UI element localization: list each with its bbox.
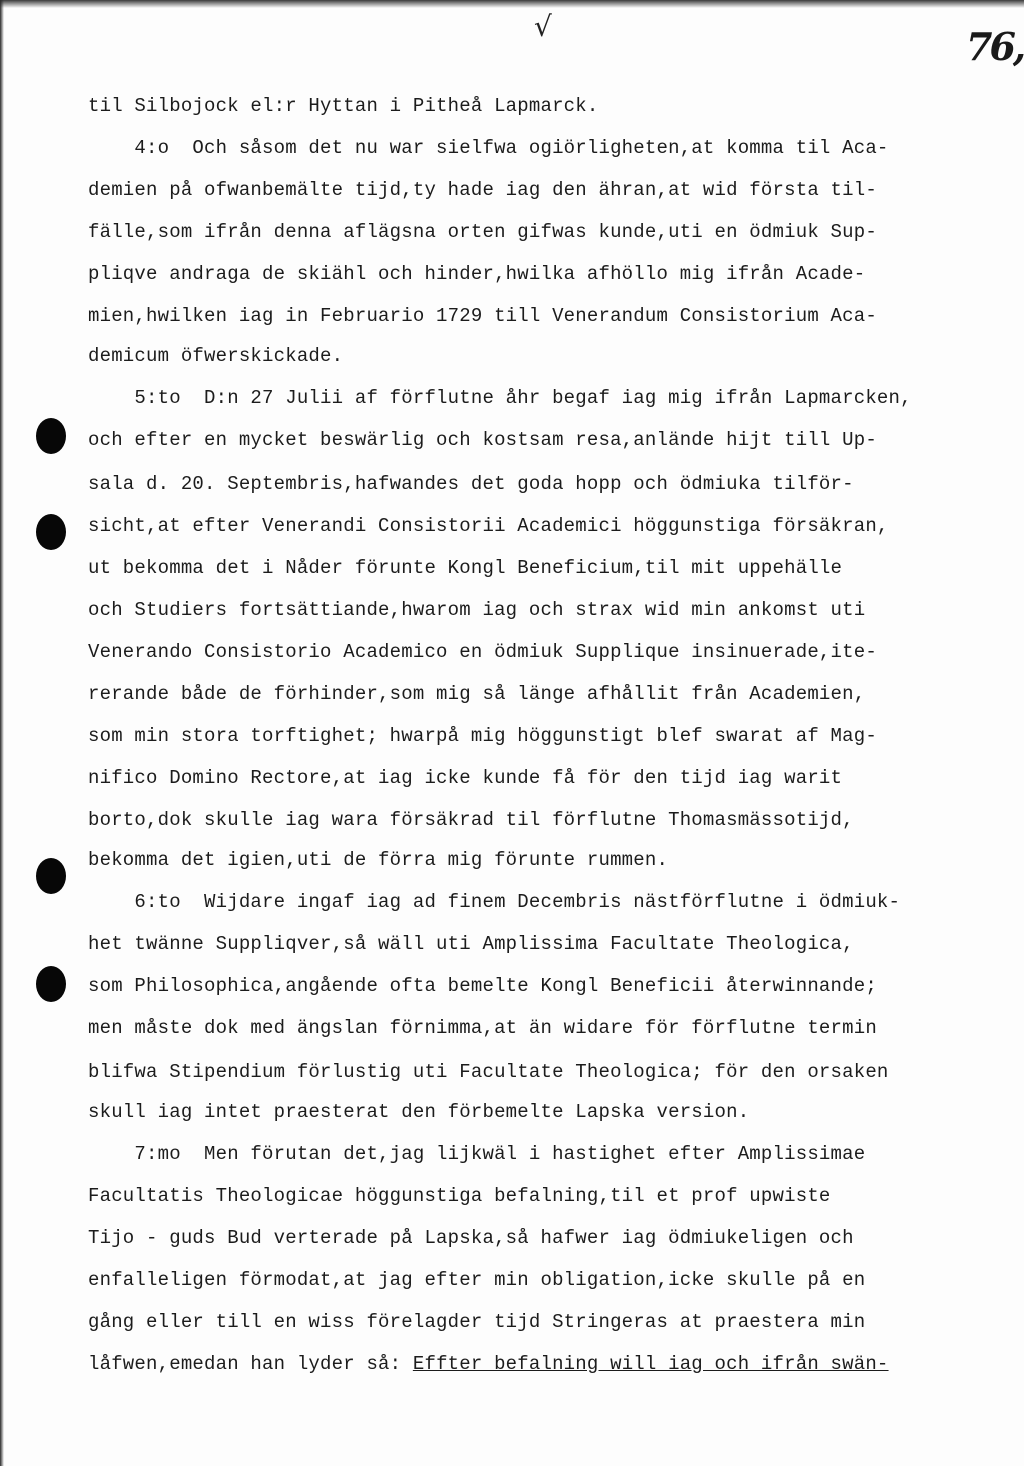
text-line: bekomma det igien,uti de förra mig förunte rummen. — [88, 849, 669, 871]
text-line: nifico Domino Rectore,at iag icke kunde få för den tijd iag warit — [88, 767, 843, 789]
text-line: ut bekomma det i Nåder förunte Kongl Beneficium,til mit uppehälle — [88, 557, 843, 579]
text-line: enfalleligen förmodat,at jag efter min obligation,icke skulle på en — [88, 1269, 866, 1291]
text-line: sicht,at efter Venerandi Consistorii Academici höggunstiga försäkran, — [88, 515, 889, 537]
text-line: til Silbojock el:r Hyttan i Pitheå Lapmarck. — [88, 95, 599, 117]
text-line: 6:to Wijdare ingaf iag ad finem Decembris nästförflutne i ödmiuk- — [88, 891, 901, 913]
text-line: sala d. 20. Septembris,hafwandes det goda hopp och ödmiuka tilför- — [88, 473, 854, 495]
punch-hole — [36, 966, 66, 1002]
punch-hole — [36, 418, 66, 454]
text-line: het twänne Suppliqver,så wäll uti Amplissima Facultate Theologica, — [88, 933, 854, 955]
text-line: rerande både de förhinder,som mig så länge afhållit från Academien, — [88, 683, 866, 705]
text-line: Facultatis Theologicae höggunstiga befalning,til et prof upwiste — [88, 1185, 831, 1207]
folio-number: 76, — [966, 24, 1024, 69]
text-line: 5:to D:n 27 Julii af förflutne åhr begaf iag mig ifrån Lapmarcken, — [88, 387, 912, 409]
text-line: som Philosophica,angående ofta bemelte Kongl Beneficii återwinnande; — [88, 975, 877, 997]
punch-hole — [36, 858, 66, 894]
text-line: 7:mo Men förutan det,jag lijkwäl i hastighet efter Amplissimae — [88, 1143, 866, 1165]
text-line: demien på ofwanbemälte tijd,ty hade iag den ähran,at wid första til- — [88, 179, 877, 201]
text-line: 4:o Och såsom det nu war sielfwa ogiörligheten,at komma til Aca- — [88, 137, 889, 159]
text-line: demicum öfwerskickade. — [88, 345, 344, 367]
text-line: blifwa Stipendium förlustig uti Facultate Theologica; för den orsaken — [88, 1061, 889, 1083]
underlined-quote: Effter befalning will iag och ifrån swän- — [412, 1353, 889, 1375]
text-line-last — [88, 1353, 889, 1375]
text-line: och efter en mycket beswärlig och kostsam resa,anlände hijt till Up- — [88, 429, 877, 451]
text-line: pliqve andraga de skiähl och hinder,hwilka afhöllo mig ifrån Acade- — [88, 263, 866, 285]
check-mark: √ — [534, 10, 552, 43]
text-line: skull iag intet praesterat den förbemelte Lapska version. — [88, 1101, 750, 1123]
text-line: Venerando Consistorio Academico en ödmiuk Supplique insinuerade,ite- — [88, 641, 877, 663]
text-line: gång eller till en wiss förelagder tijd Stringeras at praestera min — [88, 1311, 866, 1333]
scan-edge-left — [0, 0, 4, 1466]
text-line-lead: låfwen,emedan han lyder så: — [88, 1353, 413, 1375]
scan-edge-top — [0, 0, 1024, 8]
text-line: men måste dok med ängslan förnimma,at än widare för förflutne termin — [88, 1017, 877, 1039]
text-line: som min stora torftighet; hwarpå mig höggunstigt blef swarat af Mag- — [88, 725, 877, 747]
text-line: Tijo - guds Bud verterade på Lapska,så hafwer iag ödmiukeligen och — [88, 1227, 854, 1249]
text-line: fälle,som ifrån denna aflägsna orten gifwas kunde,uti en ödmiuk Sup- — [88, 221, 877, 243]
text-line: och Studiers fortsättiande,hwarom iag och strax wid min ankomst uti — [88, 599, 866, 621]
text-line: borto,dok skulle iag wara försäkrad til förflutne Thomasmässotijd, — [88, 809, 854, 831]
punch-hole — [36, 514, 66, 550]
text-line: mien,hwilken iag in Februario 1729 till Venerandum Consistorium Aca- — [88, 305, 877, 327]
